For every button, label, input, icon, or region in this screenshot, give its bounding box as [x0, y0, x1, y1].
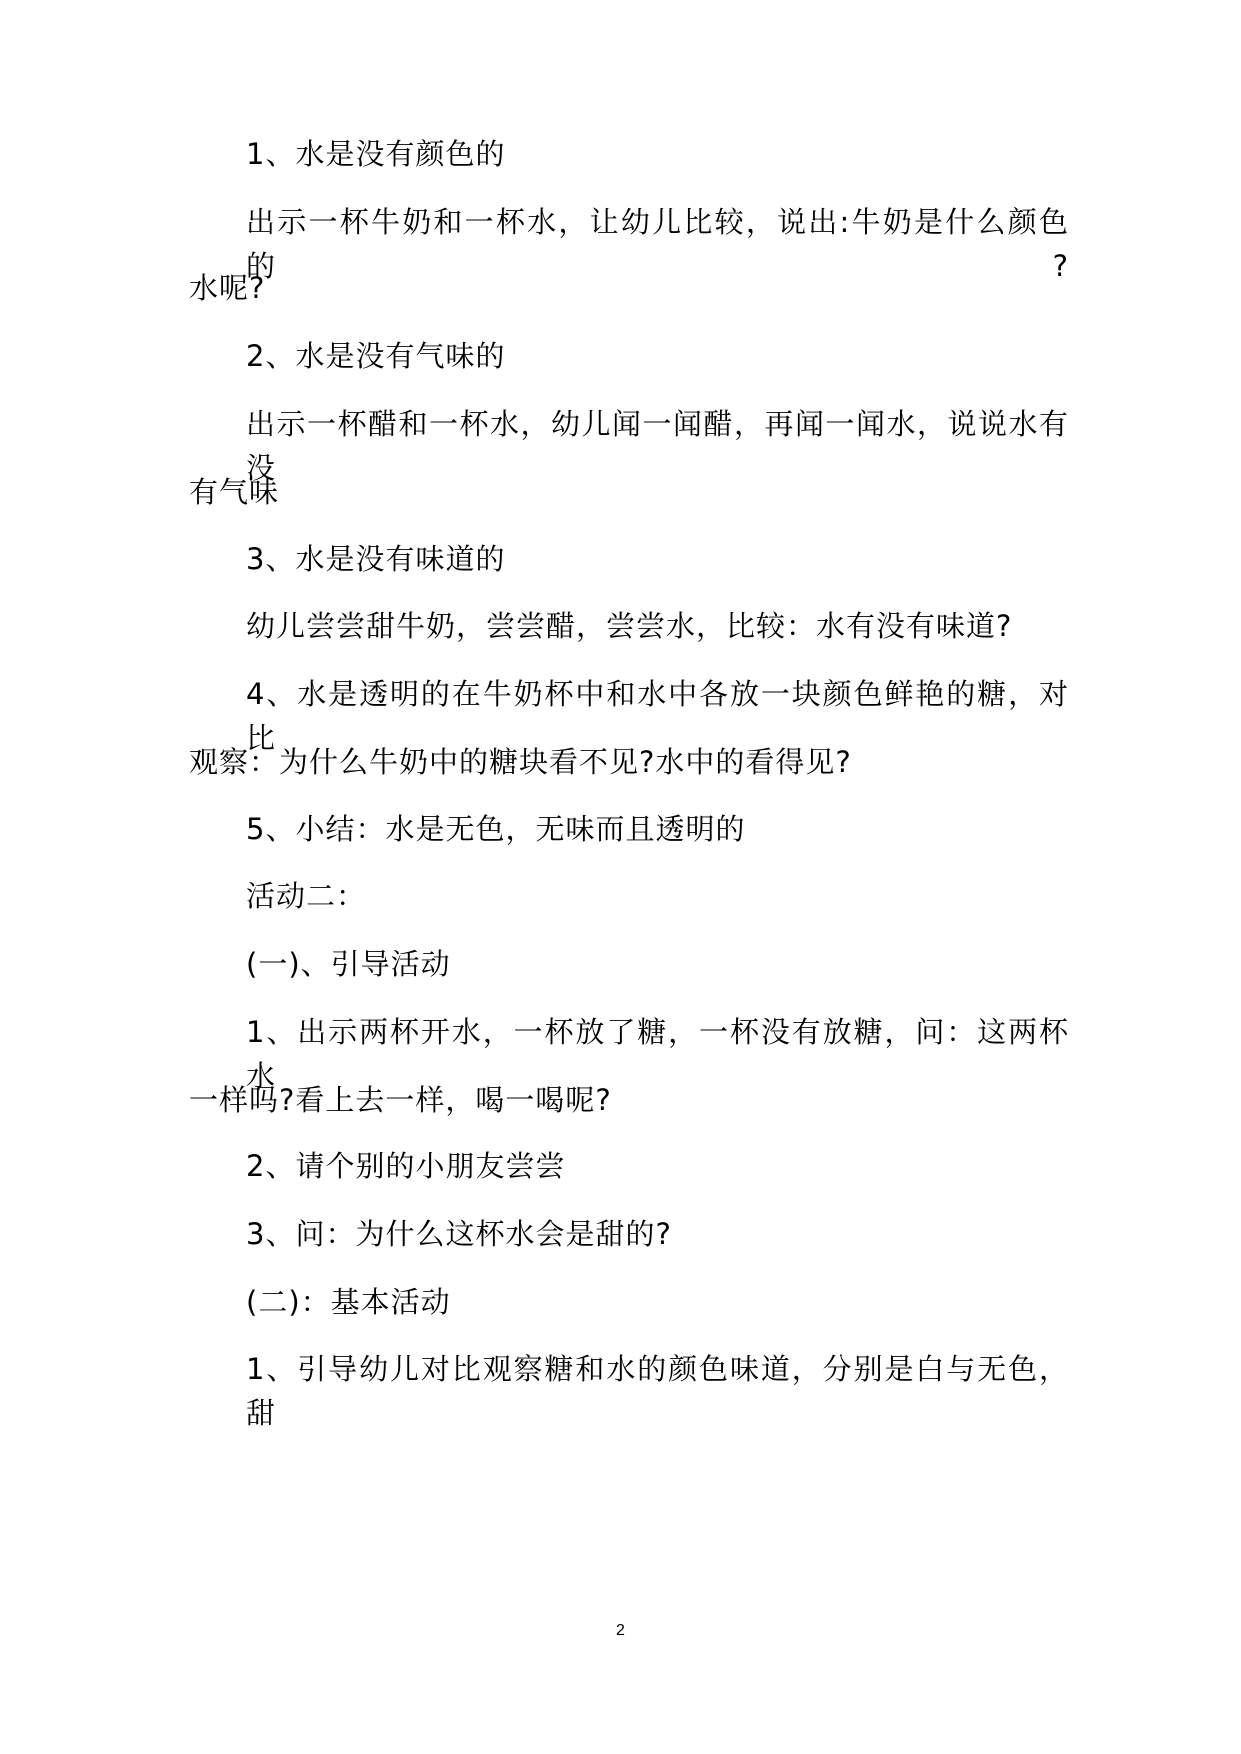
page-number: 2	[616, 1622, 625, 1639]
paragraph-line: 有气味	[189, 475, 280, 509]
summary-line: 5、小结：水是无色，无味而且透明的	[246, 812, 746, 846]
section-heading-activity-two: 活动二：	[246, 879, 367, 913]
heading-water-colorless: 1、水是没有颜色的	[246, 137, 506, 171]
paragraph-line: 3、问：为什么这杯水会是甜的?	[246, 1217, 672, 1251]
paragraph-line: 1、引导幼儿对比观察糖和水的颜色味道，分别是白与无色，甜	[246, 1352, 1069, 1430]
paragraph-line: 2、请个别的小朋友尝尝	[246, 1149, 566, 1183]
paragraph-line: 观察：为什么牛奶中的糖块看不见?水中的看得见?	[189, 745, 852, 779]
paragraph-line: 出示一杯牛奶和一杯水，让幼儿比较，说出:牛奶是什么颜色的?	[246, 205, 1069, 283]
paragraph-line: 一样吗?看上去一样，喝一喝呢?	[189, 1083, 612, 1117]
subsection-heading-guided-activity: (一)、引导活动	[246, 947, 451, 981]
paragraph-line: 1、出示两杯开水，一杯放了糖，一杯没有放糖，问：这两杯水	[246, 1015, 1069, 1093]
subsection-heading-basic-activity: (二)：基本活动	[246, 1285, 451, 1319]
heading-water-tasteless: 3、水是没有味道的	[246, 542, 506, 576]
paragraph-line: 水呢?	[189, 271, 266, 305]
paragraph-line: 出示一杯醋和一杯水，幼儿闻一闻醋，再闻一闻水，说说水有没	[246, 407, 1069, 485]
heading-water-transparent: 4、水是透明的在牛奶杯中和水中各放一块颜色鲜艳的糖，对比	[246, 677, 1069, 755]
heading-water-odorless: 2、水是没有气味的	[246, 339, 506, 373]
paragraph-line: 幼儿尝尝甜牛奶，尝尝醋，尝尝水，比较：水有没有味道?	[246, 609, 1013, 643]
